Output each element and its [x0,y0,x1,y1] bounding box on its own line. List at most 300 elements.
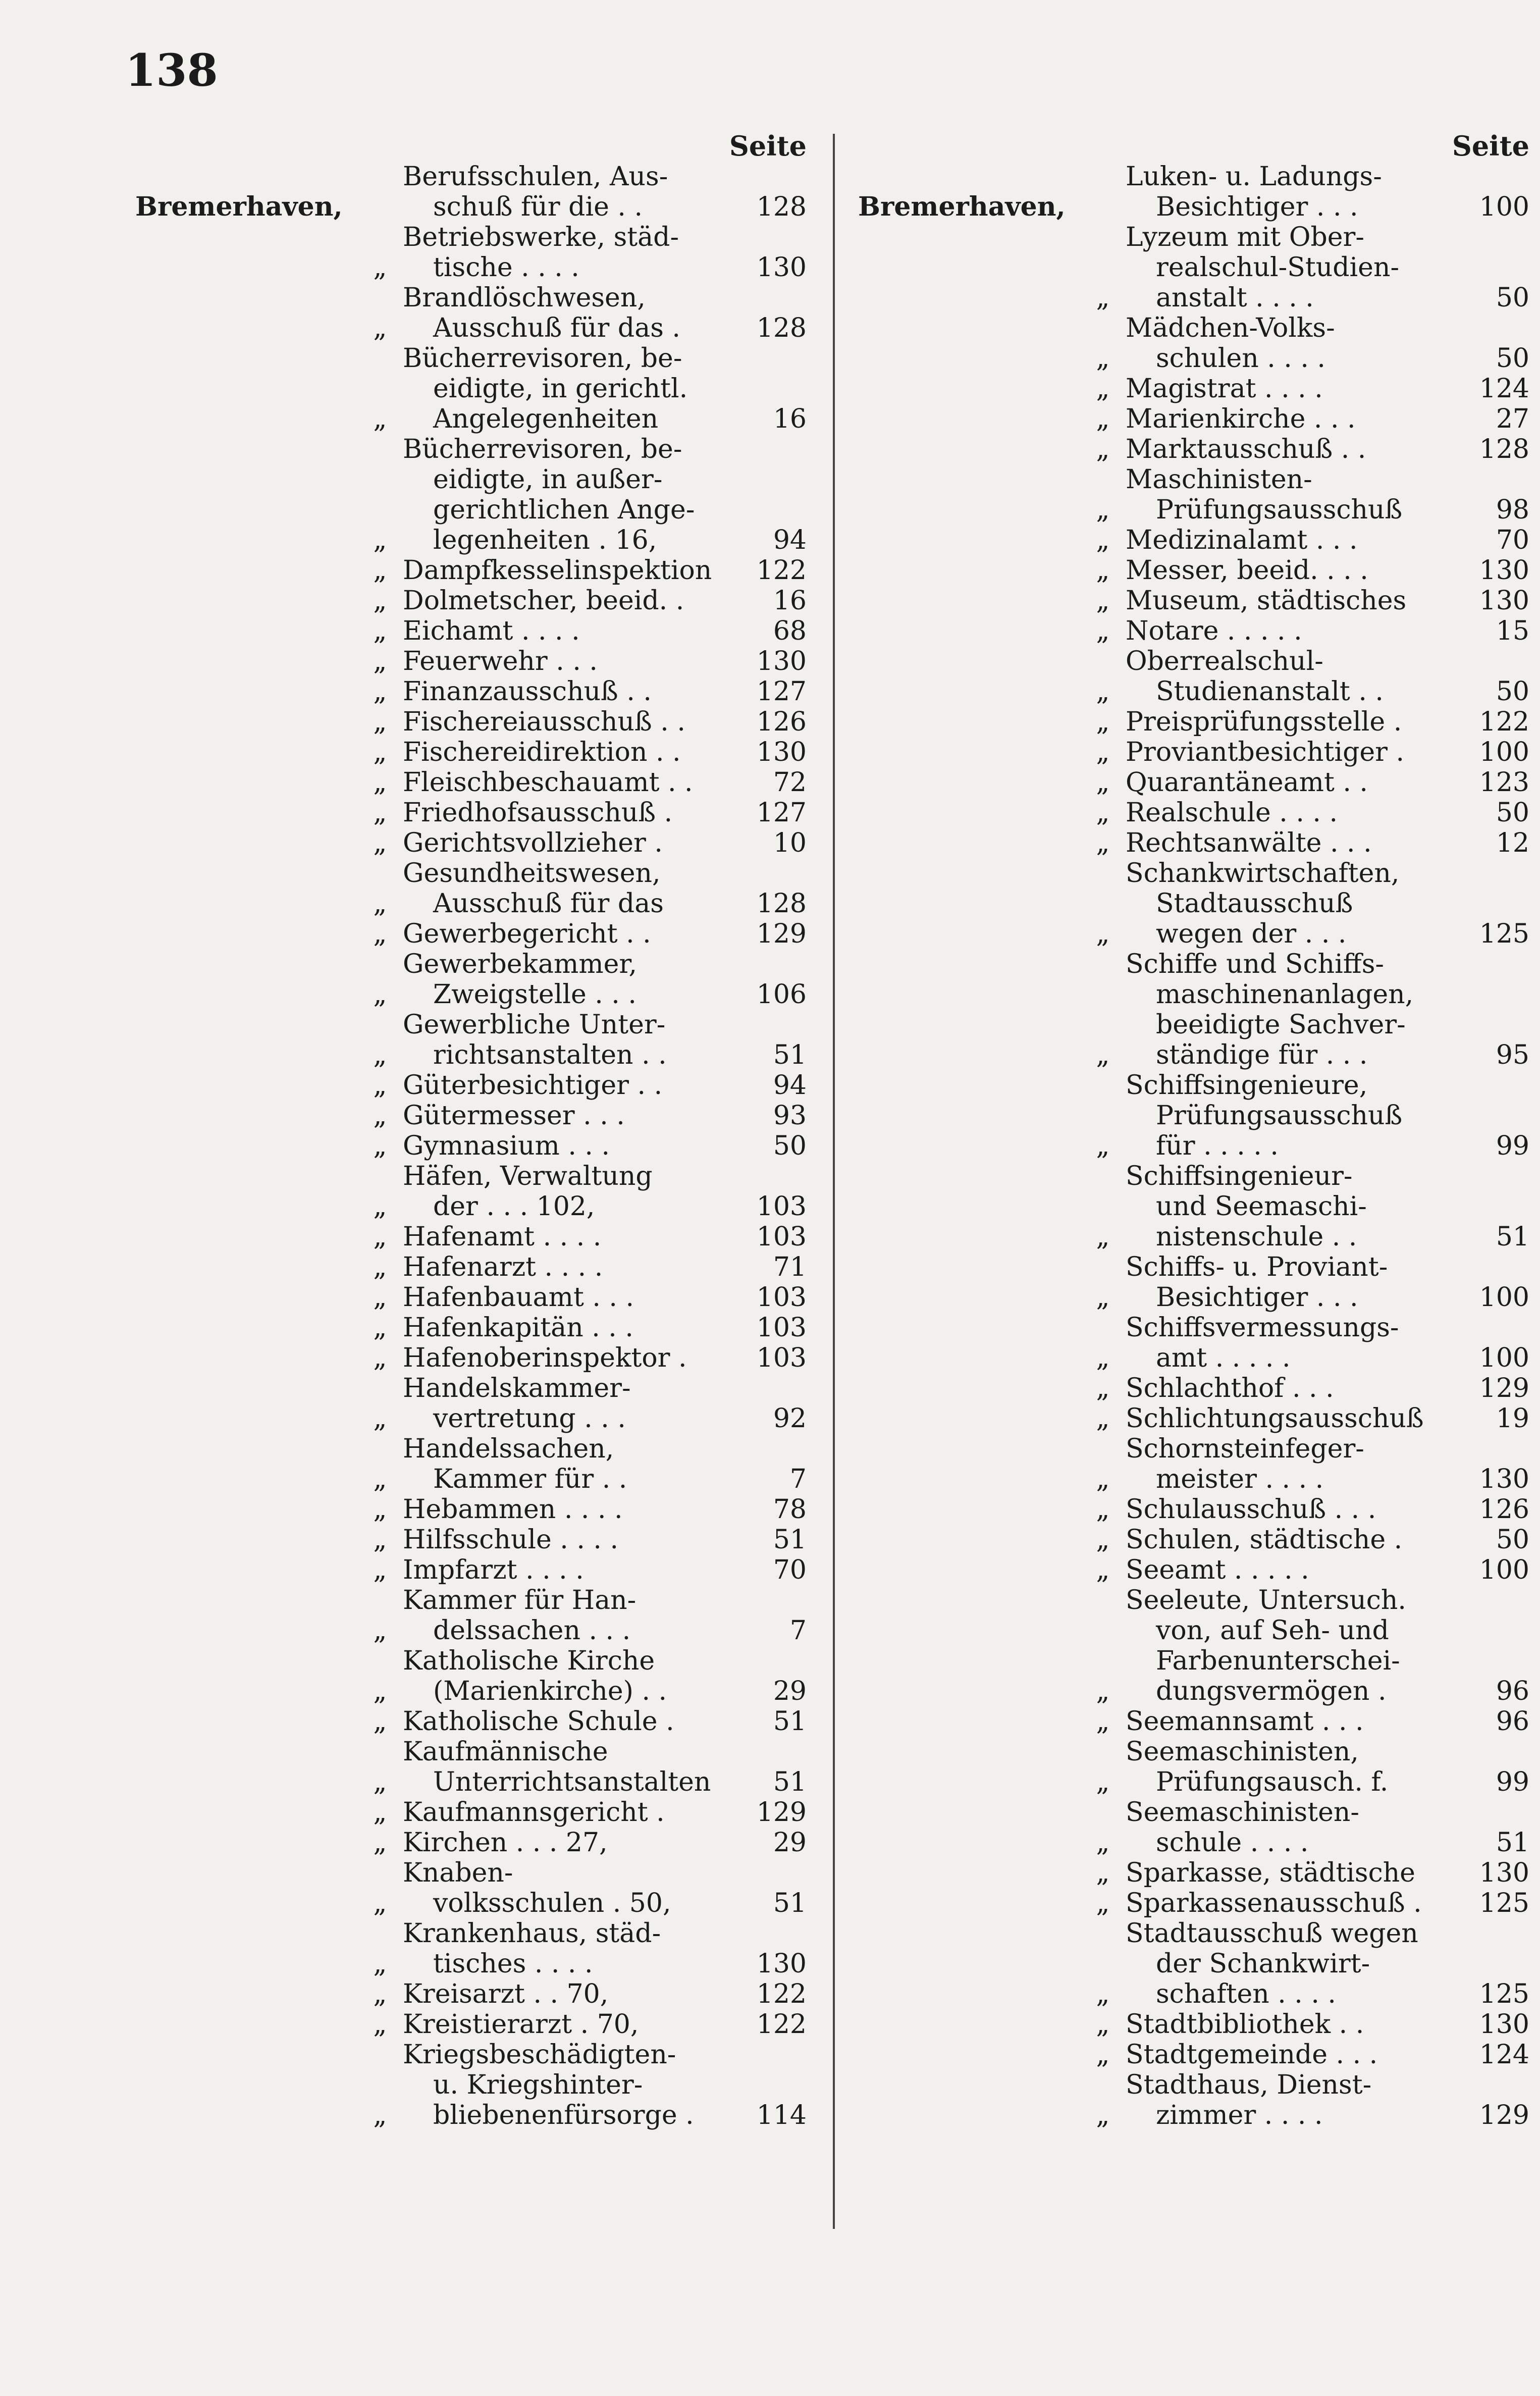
entry-text [403,222,716,283]
entry-page-ref: 127 [756,798,807,828]
ditto-mark: „ [1096,586,1110,616]
entry-text [403,343,716,434]
entry-page-ref: 130 [1479,555,1529,586]
ditto-mark: „ [1096,767,1110,798]
ditto-mark: „ [373,2100,387,2130]
index-entry [135,1585,817,1646]
ditto-mark: „ [373,889,387,919]
entry-line: der Schankwirt- [1156,1949,1370,1979]
entry-line: u. Kriegshinter- [433,2070,643,2100]
entry-line: Notare . . . . . [1126,616,1302,646]
ditto-mark: „ [1096,1555,1110,1585]
entry-line: Stadthaus, Dienst- [1126,2070,1372,2100]
index-entry [858,1494,1539,1525]
entry-line: Hilfsschule . . . . [403,1525,618,1555]
entry-page-ref: 51 [773,1888,807,1918]
entry-line: Bücherrevisoren, be- [403,343,682,374]
entry-page-ref: 100 [1479,1555,1529,1585]
entry-line: Fischereiausschuß . . [403,707,685,737]
index-entry [858,646,1539,707]
entry-page-ref: 94 [773,525,807,555]
index-entry [858,1434,1539,1494]
entry-line: Feuerwehr . . . [403,646,598,676]
ditto-mark: „ [1096,1767,1110,1797]
entry-text [1126,1797,1439,1858]
entry-line: dungsvermögen . [1156,1676,1387,1706]
entry-line: bliebenenfürsorge . [433,2100,694,2130]
entry-text [1126,1585,1439,1706]
ditto-mark: „ [1096,1464,1110,1494]
entry-text [1126,404,1439,434]
ditto-mark: „ [1096,1525,1110,1555]
entry-page-ref: 10 [773,828,807,858]
entry-page-ref: 96 [1496,1706,1529,1737]
entry-text [403,283,716,343]
entry-page-ref: 15 [1496,616,1529,646]
index-entry [858,767,1539,798]
entry-line: eidigte, in außer- [433,464,663,495]
index-entry [135,1555,817,1585]
ditto-mark: „ [373,979,387,1010]
index-entry [135,343,817,434]
ditto-mark: „ [373,676,387,707]
ditto-mark: „ [373,1888,387,1918]
index-entry [135,1131,817,1161]
index-entry [858,2009,1539,2040]
entry-text [1126,2070,1439,2130]
entry-line: Besichtiger . . . [1156,1282,1358,1313]
entry-text [403,1979,716,2009]
ditto-mark: „ [1096,1828,1110,1858]
entry-text [403,1131,716,1161]
entry-page-ref: 100 [1479,192,1529,222]
entry-text [403,1222,716,1252]
entry-text [1126,858,1439,949]
entry-text [1126,1434,1439,1494]
entry-text [403,1161,716,1222]
column-header-seite: Seite [1452,130,1529,162]
entry-line: Hafenarzt . . . . [403,1252,603,1282]
index-entry [858,555,1539,586]
index-column-right [858,130,1539,2130]
entry-line: Hebammen . . . . [403,1494,623,1525]
entry-text [403,767,716,798]
ditto-mark: „ [1096,737,1110,767]
index-entry [858,586,1539,616]
ditto-mark: „ [373,646,387,676]
entry-page-ref: 129 [1479,2100,1529,2130]
entry-text [1126,1918,1439,2009]
entry-page-ref: 70 [1496,525,1529,555]
entry-line: Handelskammer- [403,1373,631,1403]
index-entry [135,1101,817,1131]
index-entry [135,434,817,555]
entry-line: Schiffs- u. Proviant- [1126,1252,1388,1282]
entry-line: meister . . . . [1156,1464,1324,1494]
entry-text [403,1494,716,1525]
entry-text [403,434,716,555]
index-entry [858,1070,1539,1161]
entry-line: Gütermesser . . . [403,1101,625,1131]
ditto-mark: „ [1096,495,1110,525]
index-entry [858,1313,1539,1373]
entry-lemma: Bremerhaven, [135,191,343,222]
entry-line: volksschulen . 50, [433,1888,671,1918]
ditto-mark: „ [1096,2100,1110,2130]
entry-page-ref: 99 [1496,1767,1529,1797]
ditto-mark: „ [1096,555,1110,586]
entry-text [1126,707,1439,737]
entry-line: Brandlöschwesen, [403,283,646,313]
entry-page-ref: 50 [1496,1525,1529,1555]
entry-line: Berufsschulen, Aus- [403,162,668,192]
ditto-mark: „ [373,586,387,616]
ditto-mark: „ [1096,404,1110,434]
index-entry [858,737,1539,767]
entry-text [1126,1403,1439,1434]
entry-line: Messer, beeid. . . . [1126,555,1368,586]
entry-text [403,1101,716,1131]
index-entry [135,555,817,586]
index-entry [858,616,1539,646]
entry-text [1126,586,1439,616]
index-entry [858,162,1539,222]
entry-page-ref: 130 [756,252,807,283]
index-column-left [135,130,817,2130]
entry-text [403,919,716,949]
entry-line: Seemannsamt . . . [1126,1706,1364,1737]
entry-text [403,1343,716,1373]
entry-page-ref: 71 [773,1252,807,1282]
entry-text [1126,1737,1439,1797]
entry-line: Schankwirtschaften, [1126,858,1400,889]
entry-page-ref: 51 [773,1706,807,1737]
entry-text [403,1525,716,1555]
ditto-mark: „ [373,1464,387,1494]
entry-page-ref: 130 [756,1949,807,1979]
entry-line: Schlachthof . . . [1126,1373,1334,1403]
entry-page-ref: 51 [773,1767,807,1797]
entry-line: schuß für die . . [433,192,643,222]
entry-line: Ausschuß für das [433,889,664,919]
entry-line: Schornsteinfeger- [1126,1434,1364,1464]
entry-page-ref: 51 [1496,1828,1529,1858]
entry-line: Preisprüfungsstelle . [1126,707,1402,737]
entry-line: Gymnasium . . . [403,1131,610,1161]
ditto-mark: „ [373,252,387,283]
entry-line: Häfen, Verwaltung [403,1161,653,1191]
entry-page-ref: 124 [1479,374,1529,404]
entry-page-ref: 93 [773,1101,807,1131]
index-entry [135,1706,817,1737]
entry-page-ref: 50 [1496,283,1529,313]
index-entry [135,162,817,222]
index-entry [858,858,1539,949]
entry-line: anstalt . . . . [1156,283,1314,313]
entry-page-ref: 127 [756,676,807,707]
index-entry [135,1373,817,1434]
entry-page-ref: 50 [1496,798,1529,828]
entry-page-ref: 126 [756,707,807,737]
entry-line: Hafenbauamt . . . [403,1282,634,1313]
ditto-mark: „ [1096,707,1110,737]
entry-text [1126,1373,1439,1403]
entry-line: Sparkasse, städtische [1126,1858,1415,1888]
ditto-mark: „ [1096,1888,1110,1918]
entry-page-ref: 128 [756,192,807,222]
entry-line: schaften . . . . [1156,1979,1336,2009]
ditto-mark: „ [373,616,387,646]
ditto-mark: „ [373,1040,387,1070]
index-entry [858,313,1539,374]
entry-text [1126,313,1439,374]
ditto-mark: „ [373,1343,387,1373]
ditto-mark: „ [1096,1676,1110,1706]
ditto-mark: „ [373,707,387,737]
index-entry [858,1706,1539,1737]
entry-line: nistenschule . . [1156,1222,1357,1252]
entry-text [403,1737,716,1797]
ditto-mark: „ [373,1494,387,1525]
entry-text [403,1070,716,1101]
index-entry [135,1646,817,1706]
entry-text [1126,434,1439,464]
entry-text [403,1585,716,1646]
entry-page-ref: 16 [773,404,807,434]
ditto-mark: „ [1096,1706,1110,1737]
index-entry [135,1161,817,1222]
entry-line: Friedhofsausschuß . [403,798,673,828]
entry-page-ref: 103 [756,1282,807,1313]
entry-text [403,737,716,767]
ditto-mark: „ [373,1555,387,1585]
entry-line: Luken- u. Ladungs- [1126,162,1382,192]
entry-line: eidigte, in gerichtl. [433,374,688,404]
ditto-mark: „ [373,555,387,586]
entry-line: Seemaschinisten- [1126,1797,1359,1828]
entry-text [1126,464,1439,525]
index-entry [135,1252,817,1282]
entry-text [1126,1161,1439,1252]
entry-page-ref: 16 [773,586,807,616]
entry-line: Magistrat . . . . [1126,374,1323,404]
entry-line: Eichamt . . . . [403,616,580,646]
index-entry [858,525,1539,555]
entry-text [403,1282,716,1313]
entry-lemma: Bremerhaven, [858,191,1066,222]
entry-line: Seemaschinisten, [1126,1737,1359,1767]
entry-page-ref: 12 [1496,828,1529,858]
entry-page-ref: 114 [756,2100,807,2130]
entry-line: tische . . . . [433,252,579,283]
index-entry [858,464,1539,525]
entry-line: Oberrealschul- [1126,646,1323,676]
entry-line: Knaben- [403,1858,513,1888]
entry-line: Schulen, städtische . [1126,1525,1403,1555]
entry-line: beeidigte Sachver- [1156,1010,1406,1040]
entry-line: Bücherrevisoren, be- [403,434,682,464]
entry-line: Hafenkapitän . . . [403,1313,633,1343]
entry-line: maschinenanlagen, [1156,979,1414,1010]
entry-line: Schiffsingenieure, [1126,1070,1368,1101]
entry-page-ref: 126 [1479,1494,1529,1525]
entry-line: Prüfungsausschuß [1156,1101,1403,1131]
index-entry [135,616,817,646]
entry-text [403,646,716,676]
entry-text [403,1252,716,1282]
ditto-mark: „ [373,737,387,767]
ditto-mark: „ [1096,343,1110,374]
entry-page-ref: 124 [1479,2040,1529,2070]
entry-text [1126,767,1439,798]
entry-page-ref: 29 [773,1828,807,1858]
entry-text [403,828,716,858]
index-entry [135,1343,817,1373]
entry-line: von, auf Seh- und [1156,1616,1389,1646]
entry-text [403,2009,716,2040]
entry-text [1126,555,1439,586]
entry-page-ref: 51 [773,1040,807,1070]
entry-line: Maschinisten- [1126,464,1312,495]
entry-line: Unterrichtsanstalten [433,1767,711,1797]
index-entry [135,767,817,798]
entry-text [1126,949,1439,1070]
entry-text [403,1918,716,1979]
ditto-mark: „ [373,919,387,949]
entry-line: Prüfungsausschuß [1156,495,1403,525]
entry-line: Museum, städtisches [1126,586,1407,616]
entry-page-ref: 125 [1479,919,1529,949]
entry-line: Stadtausschuß wegen [1126,1918,1418,1949]
entry-line: tisches . . . . [433,1949,593,1979]
entry-line: Rechtsanwälte . . . [1126,828,1372,858]
entry-line: delssachen . . . [433,1616,631,1646]
index-entry [135,1525,817,1555]
entry-page-ref: 51 [1496,1222,1529,1252]
column-header-seite: Seite [729,130,807,162]
entry-text [403,1373,716,1434]
index-entry [135,1494,817,1525]
index-entry [858,222,1539,313]
entry-text [403,1828,716,1858]
entry-line: Kriegsbeschädigten- [403,2040,676,2070]
ditto-mark: „ [373,1101,387,1131]
ditto-mark: „ [1096,434,1110,464]
entry-page-ref: 51 [773,1525,807,1555]
index-entry [135,1828,817,1858]
entry-page-ref: 103 [756,1191,807,1222]
entry-line: Lyzeum mit Ober- [1126,222,1364,252]
entry-text [1126,1555,1439,1585]
entry-page-ref: 95 [1496,1040,1529,1070]
entry-line: wegen der . . . [1156,919,1347,949]
entry-page-ref: 92 [773,1403,807,1434]
entry-text [1126,1252,1439,1313]
ditto-mark: „ [373,1706,387,1737]
entry-line: Finanzausschuß . . [403,676,652,707]
entry-page-ref: 122 [756,2009,807,2040]
entry-line: Kreistierarzt . 70, [403,2009,639,2040]
index-entry [135,283,817,343]
entry-line: Kaufmannsgericht . [403,1797,665,1828]
index-entry [135,1070,817,1101]
ditto-mark: „ [1096,1858,1110,1888]
entry-page-ref: 125 [1479,1888,1529,1918]
index-entry [858,1403,1539,1434]
index-entry [858,1161,1539,1252]
entry-line: Gesundheitswesen, [403,858,661,889]
entry-text [1126,374,1439,404]
entry-text [403,858,716,919]
entry-page-ref: 130 [756,646,807,676]
index-entry [135,1918,817,1979]
entry-line: Mädchen-Volks- [1126,313,1335,343]
entry-line: Kammer für Han- [403,1585,636,1616]
entry-page-ref: 70 [773,1555,807,1585]
entry-line: Stadtausschuß [1156,889,1353,919]
ditto-mark: „ [373,1616,387,1646]
entry-line: Hafenamt . . . . [403,1222,602,1252]
entry-line: Gewerbegericht . . [403,919,651,949]
entry-page-ref: 129 [1479,1373,1529,1403]
entry-line: Kirchen . . . 27, [403,1828,608,1858]
entry-line: Zweigstelle . . . [433,979,636,1010]
entry-text [403,555,716,586]
index-entry [858,434,1539,464]
entry-line: gerichtlichen Ange- [433,495,695,525]
entry-page-ref: 129 [756,919,807,949]
ditto-mark: „ [373,1131,387,1161]
ditto-mark: „ [1096,798,1110,828]
index-entry [135,1010,817,1070]
entry-line: Katholische Kirche [403,1646,655,1676]
entry-text [1126,1888,1439,1918]
entry-page-ref: 123 [1479,767,1529,798]
index-entry [135,1858,817,1918]
entry-text [1126,525,1439,555]
entry-text [1126,1070,1439,1161]
entry-text [1126,737,1439,767]
index-entry [135,1222,817,1252]
ditto-mark: „ [1096,1131,1110,1161]
entry-page-ref: 130 [1479,1858,1529,1888]
entry-line: realschul-Studien- [1156,252,1400,283]
index-entry [858,1918,1539,2009]
ditto-mark: „ [373,1222,387,1252]
entry-page-ref: 50 [773,1131,807,1161]
entry-line: der . . . 102, [433,1191,595,1222]
entry-page-ref: 100 [1479,737,1529,767]
entry-page-ref: 29 [773,1676,807,1706]
entry-text [1126,2040,1439,2070]
page-number: 138 [125,44,218,96]
entry-text [1126,1494,1439,1525]
entry-line: Stadtbibliothek . . [1126,2009,1364,2040]
entry-text [403,1555,716,1585]
entry-line: Krankenhaus, städ- [403,1918,661,1949]
entry-text [403,798,716,828]
index-entry [135,798,817,828]
index-entry [858,1858,1539,1888]
entry-page-ref: 129 [756,1797,807,1828]
entry-line: Sparkassenausschuß . [1126,1888,1422,1918]
entry-line: legenheiten . 16, [433,525,657,555]
entry-text [403,1858,716,1918]
ditto-mark: „ [373,1676,387,1706]
entry-line: Kammer für . . [433,1464,627,1494]
entry-line: Prüfungsausch. f. [1156,1767,1389,1797]
entry-page-ref: 100 [1479,1343,1529,1373]
